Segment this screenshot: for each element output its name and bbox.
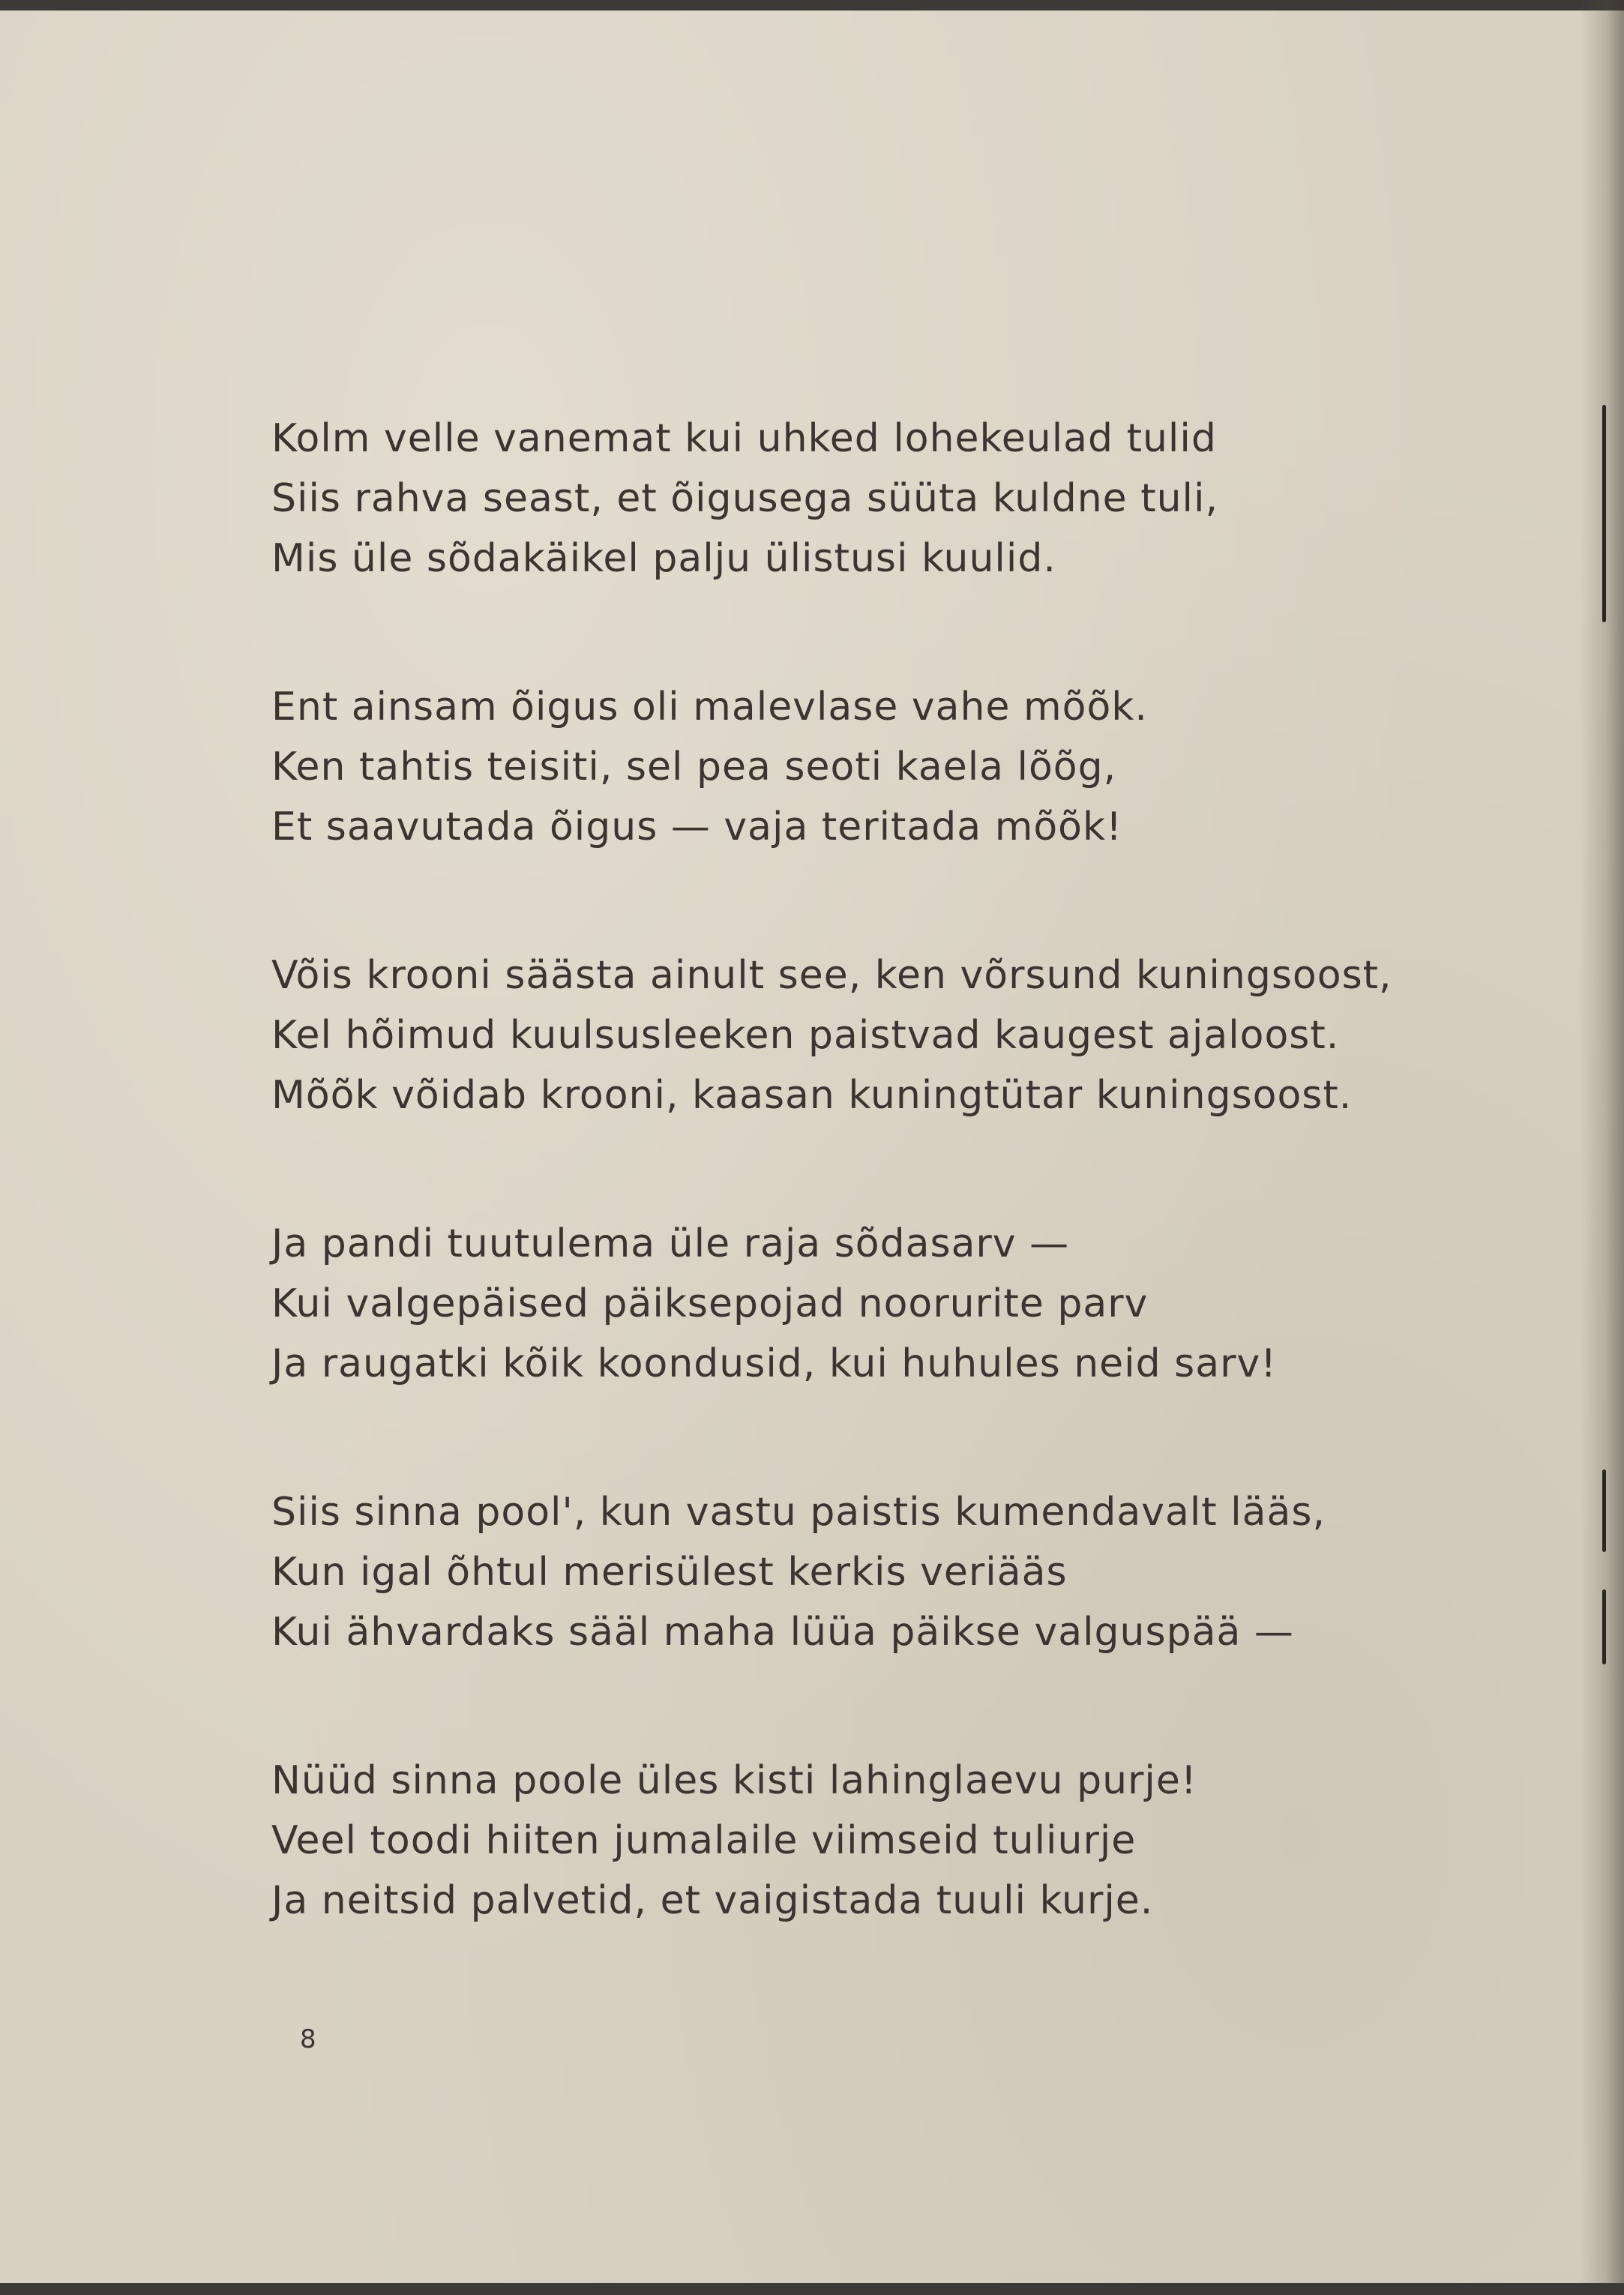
- stanza: [271, 677, 1441, 857]
- poem-line: Kolm velle vanemat kui uhked lohekeulad tulid: [271, 416, 1217, 461]
- poem-line: Ent ainsam õigus oli malevlase vahe mõõk.: [271, 685, 1148, 730]
- poem-line: Kel hõimud kuulsusleeken paistvad kaugest ajaloost.: [271, 1013, 1340, 1058]
- page-right-edge-shadow: [1579, 0, 1624, 2295]
- page-bottom-edge: [0, 2283, 1624, 2295]
- poem-line: Nüüd sinna poole üles kisti lahinglaevu purje!: [271, 1758, 1197, 1803]
- page-number: 8: [300, 2024, 316, 2054]
- poem-line: Siis rahva seast, et õigusega süüta kuldne tuli,: [271, 476, 1218, 521]
- poem-line: Veel toodi hiiten jumalaile viimseid tuliurje: [271, 1818, 1137, 1863]
- poem-line: Võis krooni säästa ainult see, ken võrsund kuningsoost,: [271, 953, 1392, 998]
- poem-line: Et saavutada õigus — vaja teritada mõõk!: [271, 804, 1122, 849]
- poem-line: Ja raugatki kõik koondusid, kui huhules neid sarv!: [271, 1341, 1278, 1386]
- poem-text: [271, 409, 1441, 2019]
- stanza: [271, 1482, 1441, 1662]
- stanza: [271, 945, 1441, 1125]
- stanza: [271, 409, 1441, 589]
- binding-thread-mark: [1602, 405, 1606, 622]
- poem-line: Ken tahtis teisiti, sel pea seoti kaela lõõg,: [271, 745, 1117, 789]
- page-top-edge: [0, 0, 1624, 10]
- binding-thread-mark: [1602, 1589, 1606, 1664]
- poem-line: Ja neitsid palvetid, et vaigistada tuuli kurje.: [271, 1878, 1154, 1923]
- poem-line: Kun igal õhtul merisülest kerkis veriääs: [271, 1550, 1068, 1595]
- poem-line: Kui valgepäised päiksepojad noorurite parv: [271, 1281, 1149, 1326]
- poem-line: Mis üle sõdakäikel palju ülistusi kuulid.: [271, 536, 1056, 581]
- poem-line: Ja pandi tuutulema üle raja sõdasarv —: [271, 1221, 1070, 1266]
- stanza: [271, 1214, 1441, 1394]
- binding-thread-mark: [1602, 1470, 1606, 1552]
- poem-line: Kui ähvardaks sääl maha lüüa päikse valguspää —: [271, 1610, 1294, 1655]
- poem-line: Siis sinna pool', kun vastu paistis kumendavalt lääs,: [271, 1490, 1326, 1535]
- stanza: [271, 1751, 1441, 1931]
- poem-line: Mõõk võidab krooni, kaasan kuningtütar kuningsoost.: [271, 1073, 1353, 1118]
